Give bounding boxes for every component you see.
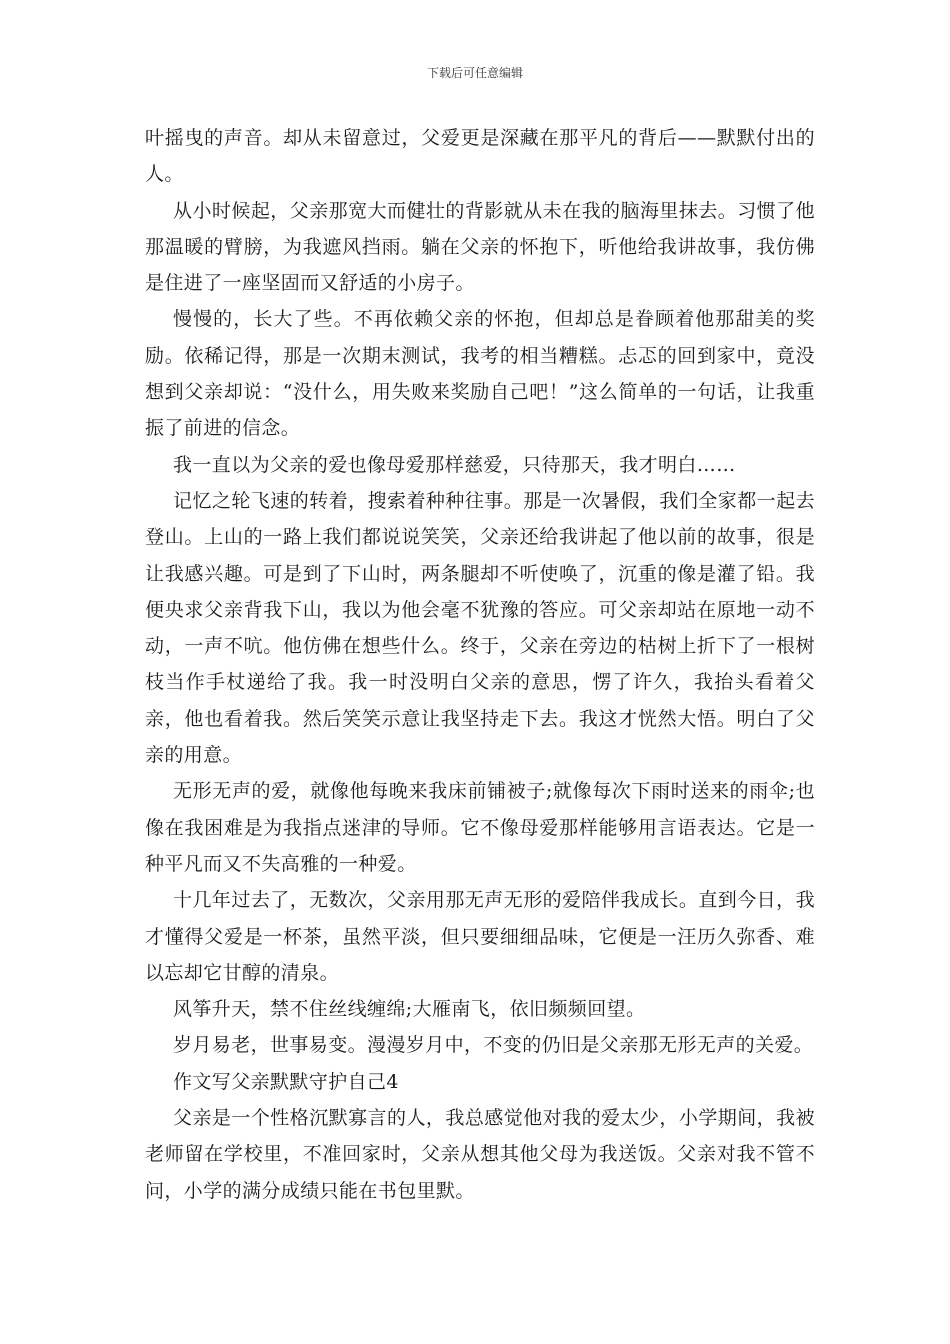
- paragraph: 我一直以为父亲的爱也像母爱那样慈爱，只待那天，我才明白……: [173, 453, 736, 476]
- paragraph: 叶摇曳的声音。却从未留意过，父爱更是深藏在那平凡的背后——默默付出的人。: [145, 127, 815, 186]
- document-body: [145, 120, 815, 1209]
- section-title: 作文写父亲默默守护自己4: [173, 1070, 399, 1093]
- paragraph: 岁月易老，世事易变。漫漫岁月中，不变的仍旧是父亲那无形无声的关爱。: [173, 1034, 814, 1057]
- paragraph: 从小时候起，父亲那宽大而健壮的背影就从未在我的脑海里抹去。习惯了他那温暖的臂膀，为我遮风挡雨。躺在父亲的怀抱下，听他给我讲故事，我仿佛是住进了一座坚固而又舒适的小房子。: [145, 199, 815, 295]
- paragraph: 慢慢的，长大了些。不再依赖父亲的怀抱，但却总是眷顾着他那甜美的奖励。依稀记得，那是一次期末测试，我考的相当糟糕。忐忑的回到家中，竟没想到父亲却说：“没什么，用失败来奖励自己吧！”这么简单的一句话，让我重振了前进的信念。: [145, 308, 815, 440]
- paragraph: 记忆之轮飞速的转着，搜索着种种往事。那是一次暑假，我们全家都一起去登山。上山的一路上我们都说说笑笑，父亲还给我讲起了他以前的故事，很是让我感兴趣。可是到了下山时，两条腿却不听使唤了，沉重的像是灌了铅。我便央求父亲背我下山，我以为他会毫不犹豫的答应。可父亲却站在原地一动不动，一声不吭。他仿佛在想些什么。终于，父亲在旁边的枯树上折下了一根树枝当作手杖递给了我。我一时没明白父亲的意思，愣了许久，我抬头看着父亲，他也看着我。然后笑笑示意让我坚持走下去。我这才恍然大悟。明白了父亲的用意。: [145, 489, 815, 767]
- page-header: 下载后可任意编辑: [426, 66, 523, 80]
- paragraph: 父亲是一个性格沉默寡言的人，我总感觉他对我的爱太少，小学期间，我被老师留在学校里，不准回家时，父亲从想其他父母为我送饭。父亲对我不管不问，小学的满分成绩只能在书包里默。: [145, 1107, 815, 1202]
- paragraph: 无形无声的爱，就像他每晚来我床前铺被子;就像每次下雨时送来的雨伞;也像在我困难是为我指点迷津的导师。它不像母爱那样能够用言语表达。它是一种平凡而又不失高雅的一种爱。: [145, 780, 815, 875]
- paragraph: 十几年过去了，无数次，父亲用那无声无形的爱陪伴我成长。直到今日，我才懂得父爱是一杯茶，虽然平淡，但只要细细品味，它便是一汪历久弥香、难以忘却它甘醇的清泉。: [145, 889, 815, 984]
- paragraph: 风筝升天，禁不住丝线缠绵;大雁南飞，依旧频频回望。: [173, 998, 646, 1021]
